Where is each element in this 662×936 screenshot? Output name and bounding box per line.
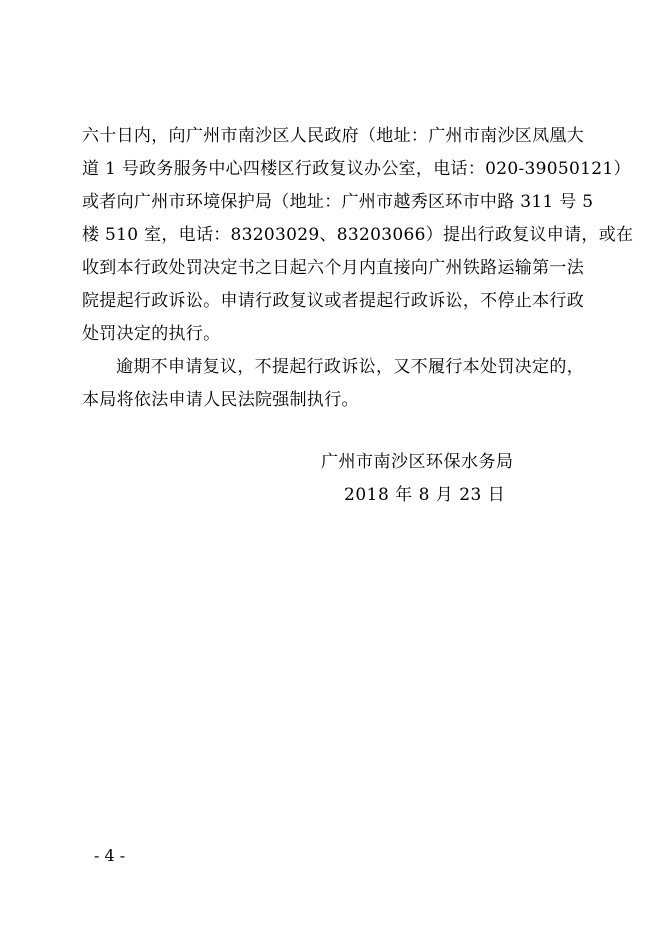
paragraph-line: 六十日内，向广州市南沙区人民政府（地址：广州市南沙区凤凰大 bbox=[82, 126, 584, 146]
paragraph-line: 本局将依法申请人民法院强制执行。 bbox=[82, 390, 359, 410]
paragraph-line: 收到本行政处罚决定书之日起六个月内直接向广州铁路运输第一法 bbox=[82, 258, 584, 278]
paragraph-line: 道 1 号政务服务中心四楼区行政复议办公室，电话：020-39050121） bbox=[82, 159, 631, 179]
paragraph-line: 处罚决定的执行。 bbox=[82, 324, 221, 344]
paragraph-line: 院提起行政诉讼。申请行政复议或者提起行政诉讼，不停止本行政 bbox=[82, 291, 584, 311]
issue-date: 2018 年 8 月 23 日 bbox=[344, 485, 506, 505]
issuer-name: 广州市南沙区环保水务局 bbox=[321, 452, 514, 472]
page-number: - 4 - bbox=[94, 846, 126, 865]
paragraph-line: 楼 510 室，电话：83203029、83203066）提出行政复议申请，或在 bbox=[82, 225, 634, 245]
paragraph-line: 或者向广州市环境保护局（地址：广州市越秀区环市中路 311 号 5 bbox=[82, 192, 594, 212]
paragraph-line: 逾期不申请复议，不提起行政诉讼，又不履行本处罚决定的， bbox=[116, 357, 584, 377]
